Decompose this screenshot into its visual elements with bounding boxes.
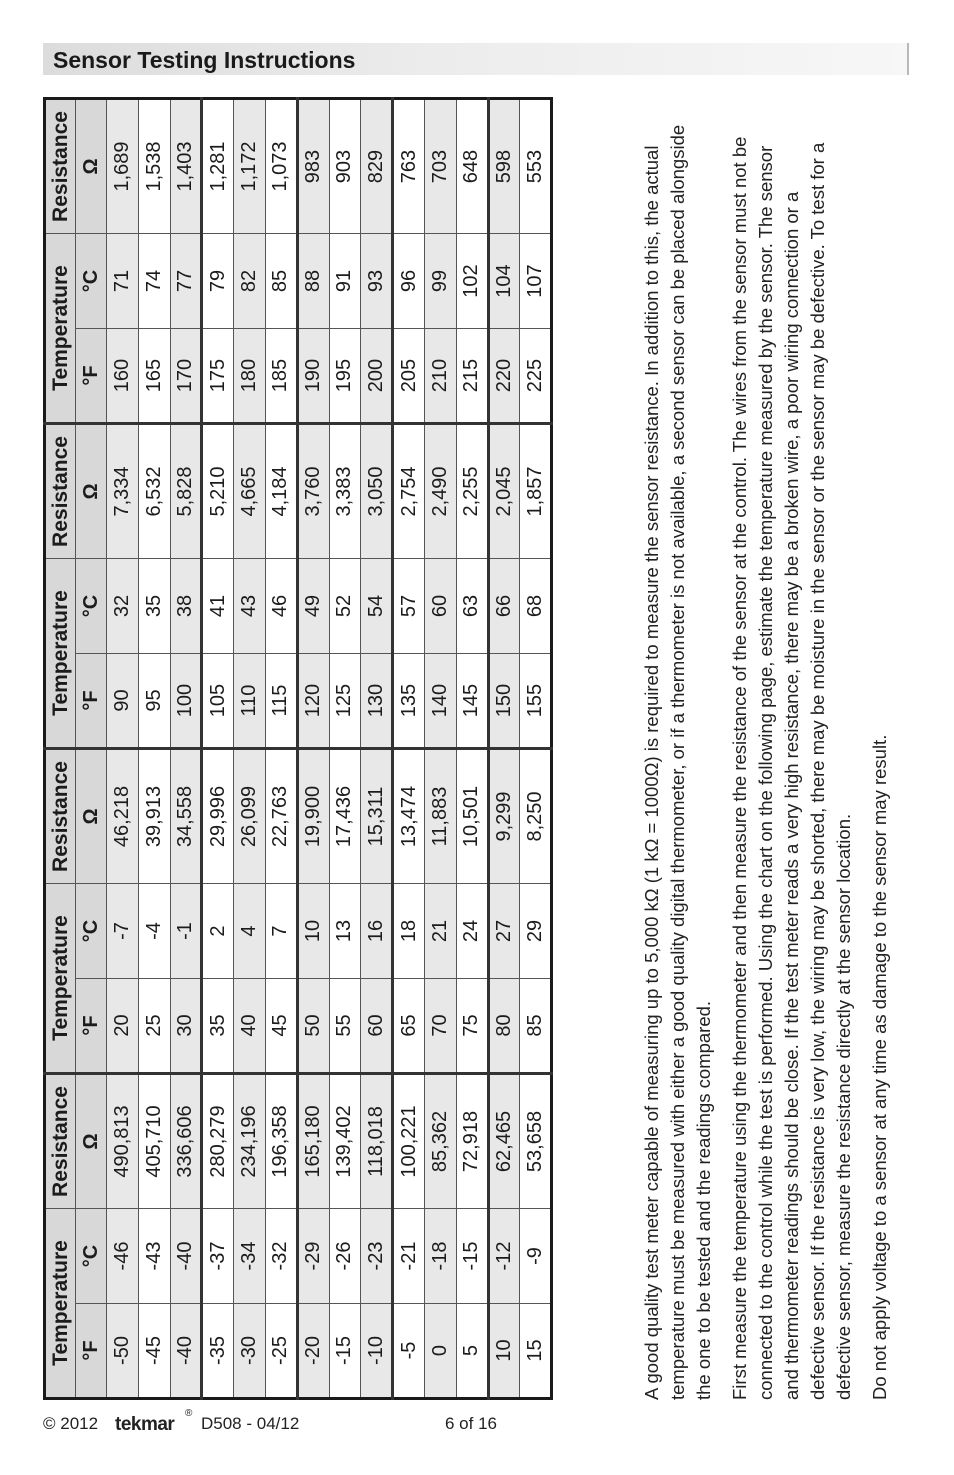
fahrenheit-cell: 155 [520, 654, 552, 749]
resistance-cell: 5,828 [170, 424, 202, 559]
celsius-cell: 71 [107, 234, 139, 329]
celsius-cell: 21 [424, 884, 456, 979]
resistance-cell: 2,255 [456, 424, 488, 559]
resistance-cell: 553 [520, 99, 552, 234]
fahrenheit-cell: 95 [138, 654, 170, 749]
celsius-cell: 107 [520, 234, 552, 329]
celsius-cell: 66 [488, 559, 520, 654]
celsius-header: °C [76, 559, 107, 654]
celsius-cell: 54 [361, 559, 393, 654]
resistance-cell: 4,184 [265, 424, 297, 559]
fahrenheit-cell: 30 [170, 979, 202, 1074]
fahrenheit-cell: -30 [234, 1304, 266, 1399]
fahrenheit-cell: 225 [520, 329, 552, 424]
fahrenheit-cell: 100 [170, 654, 202, 749]
celsius-cell: 35 [138, 559, 170, 654]
resistance-cell: 703 [424, 99, 456, 234]
fahrenheit-cell: 80 [488, 979, 520, 1074]
fahrenheit-cell: 20 [107, 979, 139, 1074]
resistance-cell: 15,311 [361, 749, 393, 884]
resistance-cell: 11,883 [424, 749, 456, 884]
celsius-cell: -1 [170, 884, 202, 979]
resistance-cell: 72,918 [456, 1074, 488, 1209]
resistance-header: Resistance [45, 424, 76, 559]
fahrenheit-cell: 40 [234, 979, 266, 1074]
celsius-cell: 63 [456, 559, 488, 654]
temperature-header: Temperature [45, 884, 76, 1074]
fahrenheit-cell: 5 [456, 1304, 488, 1399]
resistance-cell: 280,279 [202, 1074, 234, 1209]
fahrenheit-cell: 150 [488, 654, 520, 749]
celsius-cell: -12 [488, 1209, 520, 1304]
celsius-cell: 99 [424, 234, 456, 329]
table-row [297, 99, 329, 1399]
resistance-cell: 1,403 [170, 99, 202, 234]
resistance-cell: 196,358 [265, 1074, 297, 1209]
resistance-cell: 26,099 [234, 749, 266, 884]
celsius-cell: -32 [265, 1209, 297, 1304]
celsius-cell: 57 [393, 559, 425, 654]
fahrenheit-cell: 175 [202, 329, 234, 424]
celsius-cell: 46 [265, 559, 297, 654]
instruction-paragraph: A good quality test meter capable of measuring up to 5,000 kΩ (1 kΩ = 1000Ω) is required to measure the sensor resistance. In addition to this, the actual temperature must be measured with either a good quality digital thermometer, or if a thermometer is not available, a second sensor can be placed alongside the one to be tested and the readings compared. [641, 124, 714, 1400]
celsius-cell: -23 [361, 1209, 393, 1304]
resistance-cell: 39,913 [138, 749, 170, 884]
copyright: © 2012 [43, 1414, 99, 1433]
fahrenheit-cell: -25 [265, 1304, 297, 1399]
table-row [234, 99, 266, 1399]
resistance-cell: 4,665 [234, 424, 266, 559]
resistance-cell: 1,172 [234, 99, 266, 234]
fahrenheit-cell: 60 [361, 979, 393, 1074]
celsius-cell: 32 [107, 559, 139, 654]
fahrenheit-cell: -35 [202, 1304, 234, 1399]
resistance-cell: 490,813 [107, 1074, 139, 1209]
fahrenheit-cell: 85 [520, 979, 552, 1074]
celsius-cell: 77 [170, 234, 202, 329]
celsius-cell: 96 [393, 234, 425, 329]
celsius-header: °C [76, 884, 107, 979]
table-row [456, 99, 488, 1399]
resistance-cell: 3,383 [329, 424, 361, 559]
fahrenheit-cell: 50 [297, 979, 329, 1074]
celsius-cell: -37 [202, 1209, 234, 1304]
celsius-cell: 13 [329, 884, 361, 979]
celsius-header: °C [76, 1209, 107, 1304]
resistance-cell: 34,558 [170, 749, 202, 884]
fahrenheit-cell: 160 [107, 329, 139, 424]
celsius-cell: 93 [361, 234, 393, 329]
fahrenheit-cell: 205 [393, 329, 425, 424]
registered-mark: ® [185, 1408, 193, 1419]
resistance-cell: 53,658 [520, 1074, 552, 1209]
resistance-cell: 1,073 [265, 99, 297, 234]
fahrenheit-cell: 75 [456, 979, 488, 1074]
celsius-cell: -21 [393, 1209, 425, 1304]
resistance-cell: 1,689 [107, 99, 139, 234]
celsius-cell: 41 [202, 559, 234, 654]
celsius-cell: -18 [424, 1209, 456, 1304]
fahrenheit-cell: 105 [202, 654, 234, 749]
table-row [138, 99, 170, 1399]
resistance-cell: 139,402 [329, 1074, 361, 1209]
resistance-cell: 19,900 [297, 749, 329, 884]
instruction-paragraph: Do not apply voltage to a sensor at any time as damage to the sensor may result. [869, 734, 890, 1400]
resistance-header: Resistance [45, 1074, 76, 1209]
resistance-cell: 8,250 [520, 749, 552, 884]
resistance-cell: 903 [329, 99, 361, 234]
celsius-cell: -46 [107, 1209, 139, 1304]
table-row [361, 99, 393, 1399]
celsius-cell: 102 [456, 234, 488, 329]
resistance-cell: 598 [488, 99, 520, 234]
table-body [107, 99, 552, 1399]
resistance-cell: 1,281 [202, 99, 234, 234]
fahrenheit-cell: 185 [265, 329, 297, 424]
celsius-cell: 104 [488, 234, 520, 329]
fahrenheit-cell: 35 [202, 979, 234, 1074]
celsius-cell: -4 [138, 884, 170, 979]
table-row [202, 99, 234, 1399]
resistance-cell: 165,180 [297, 1074, 329, 1209]
fahrenheit-cell: -5 [393, 1304, 425, 1399]
fahrenheit-cell: 10 [488, 1304, 520, 1399]
fahrenheit-cell: -40 [170, 1304, 202, 1399]
resistance-cell: 7,334 [107, 424, 139, 559]
celsius-cell: 2 [202, 884, 234, 979]
fahrenheit-cell: 110 [234, 654, 266, 749]
celsius-cell: 60 [424, 559, 456, 654]
fahrenheit-cell: -15 [329, 1304, 361, 1399]
celsius-cell: -40 [170, 1209, 202, 1304]
celsius-cell: -9 [520, 1209, 552, 1304]
fahrenheit-cell: -50 [107, 1304, 139, 1399]
fahrenheit-cell: 220 [488, 329, 520, 424]
fahrenheit-cell: 195 [329, 329, 361, 424]
celsius-cell: 10 [297, 884, 329, 979]
celsius-cell: 43 [234, 559, 266, 654]
temperature-header: Temperature [45, 234, 76, 424]
celsius-cell: 16 [361, 884, 393, 979]
celsius-cell: 91 [329, 234, 361, 329]
rotated-content [43, 111, 911, 1400]
resistance-cell: 85,362 [424, 1074, 456, 1209]
celsius-cell: 7 [265, 884, 297, 979]
table-row [265, 99, 297, 1399]
resistance-cell: 3,050 [361, 424, 393, 559]
resistance-cell: 10,501 [456, 749, 488, 884]
resistance-cell: 983 [297, 99, 329, 234]
celsius-cell: -7 [107, 884, 139, 979]
celsius-cell: 49 [297, 559, 329, 654]
fahrenheit-cell: 70 [424, 979, 456, 1074]
fahrenheit-cell: 180 [234, 329, 266, 424]
fahrenheit-cell: 135 [393, 654, 425, 749]
resistance-cell: 5,210 [202, 424, 234, 559]
brand-logo: tekmar [115, 1414, 175, 1435]
table-row [488, 99, 520, 1399]
celsius-cell: 4 [234, 884, 266, 979]
ohm-header: Ω [76, 424, 107, 559]
fahrenheit-cell: 65 [393, 979, 425, 1074]
table-group-header-row [45, 99, 76, 1399]
page-title: Sensor Testing Instructions [53, 47, 356, 73]
fahrenheit-cell: 140 [424, 654, 456, 749]
ohm-header: Ω [76, 1074, 107, 1209]
resistance-cell: 62,465 [488, 1074, 520, 1209]
resistance-cell: 1,857 [520, 424, 552, 559]
resistance-cell: 22,763 [265, 749, 297, 884]
resistance-cell: 234,196 [234, 1074, 266, 1209]
resistance-cell: 648 [456, 99, 488, 234]
celsius-cell: 79 [202, 234, 234, 329]
celsius-cell: 68 [520, 559, 552, 654]
fahrenheit-cell: 165 [138, 329, 170, 424]
table-row [424, 99, 456, 1399]
fahrenheit-cell: 90 [107, 654, 139, 749]
celsius-cell: -43 [138, 1209, 170, 1304]
resistance-header: Resistance [45, 749, 76, 884]
celsius-cell: 18 [393, 884, 425, 979]
resistance-cell: 405,710 [138, 1074, 170, 1209]
temperature-header: Temperature [45, 559, 76, 749]
fahrenheit-cell: -20 [297, 1304, 329, 1399]
fahrenheit-cell: 210 [424, 329, 456, 424]
fahrenheit-cell: 125 [329, 654, 361, 749]
fahrenheit-cell: 115 [265, 654, 297, 749]
resistance-cell: 6,532 [138, 424, 170, 559]
instruction-paragraph: First measure the temperature using the thermometer and then measure the resistance of the sensor at the control. The wires from the sensor must not be connected to the control while the test is performed. Using the chart on the following page, estimate the temperature measured by the sensor. The sensor and thermometer readings should be close. If the test meter reads a very high resistance, there may be a broken wire, a poor wiring connection or a defective sensor. If the resistance is very low, the wiring may be shorted, there may be moisture in the sensor or the sensor may be defective. To test for a defective sensor, measure the resistance directly at the sensor location. [729, 136, 854, 1400]
fahrenheit-cell: 145 [456, 654, 488, 749]
resistance-cell: 829 [361, 99, 393, 234]
table-row [520, 99, 552, 1399]
resistance-cell: 118,018 [361, 1074, 393, 1209]
fahrenheit-cell: 130 [361, 654, 393, 749]
resistance-cell: 17,436 [329, 749, 361, 884]
resistance-cell: 1,538 [138, 99, 170, 234]
resistance-cell: 336,606 [170, 1074, 202, 1209]
document-code: D508 - 04/12 [201, 1414, 300, 1433]
fahrenheit-cell: 15 [520, 1304, 552, 1399]
table-row [329, 99, 361, 1399]
fahrenheit-cell: -10 [361, 1304, 393, 1399]
ohm-header: Ω [76, 99, 107, 234]
sensor-resistance-table [43, 97, 553, 1400]
resistance-cell: 46,218 [107, 749, 139, 884]
celsius-header: °C [76, 234, 107, 329]
resistance-cell: 2,490 [424, 424, 456, 559]
celsius-cell: 27 [488, 884, 520, 979]
fahrenheit-cell: 170 [170, 329, 202, 424]
fahrenheit-cell: 45 [265, 979, 297, 1074]
fahrenheit-header: °F [76, 1304, 107, 1399]
celsius-cell: -29 [297, 1209, 329, 1304]
resistance-cell: 2,754 [393, 424, 425, 559]
celsius-cell: -34 [234, 1209, 266, 1304]
table-unit-header-row [76, 99, 107, 1399]
resistance-cell: 100,221 [393, 1074, 425, 1209]
celsius-cell: 24 [456, 884, 488, 979]
fahrenheit-cell: 120 [297, 654, 329, 749]
section-header [43, 43, 909, 75]
fahrenheit-header: °F [76, 654, 107, 749]
fahrenheit-header: °F [76, 329, 107, 424]
resistance-cell: 2,045 [488, 424, 520, 559]
resistance-cell: 763 [393, 99, 425, 234]
instructions [639, 118, 903, 1400]
resistance-cell: 13,474 [393, 749, 425, 884]
resistance-cell: 3,760 [297, 424, 329, 559]
fahrenheit-header: °F [76, 979, 107, 1074]
table-row [393, 99, 425, 1399]
celsius-cell: 52 [329, 559, 361, 654]
fahrenheit-cell: 25 [138, 979, 170, 1074]
celsius-cell: 88 [297, 234, 329, 329]
fahrenheit-cell: 215 [456, 329, 488, 424]
fahrenheit-cell: 55 [329, 979, 361, 1074]
celsius-cell: -26 [329, 1209, 361, 1304]
resistance-cell: 9,299 [488, 749, 520, 884]
footer [43, 1408, 543, 1436]
celsius-cell: 82 [234, 234, 266, 329]
ohm-header: Ω [76, 749, 107, 884]
resistance-cell: 29,996 [202, 749, 234, 884]
fahrenheit-cell: 190 [297, 329, 329, 424]
table-row [170, 99, 202, 1399]
celsius-cell: 38 [170, 559, 202, 654]
celsius-cell: 85 [265, 234, 297, 329]
fahrenheit-cell: 0 [424, 1304, 456, 1399]
celsius-cell: 29 [520, 884, 552, 979]
temperature-header: Temperature [45, 1209, 76, 1399]
celsius-cell: 74 [138, 234, 170, 329]
page-number: 6 of 16 [445, 1414, 497, 1433]
resistance-header: Resistance [45, 99, 76, 234]
fahrenheit-cell: 200 [361, 329, 393, 424]
fahrenheit-cell: -45 [138, 1304, 170, 1399]
celsius-cell: -15 [456, 1209, 488, 1304]
table-row [107, 99, 139, 1399]
